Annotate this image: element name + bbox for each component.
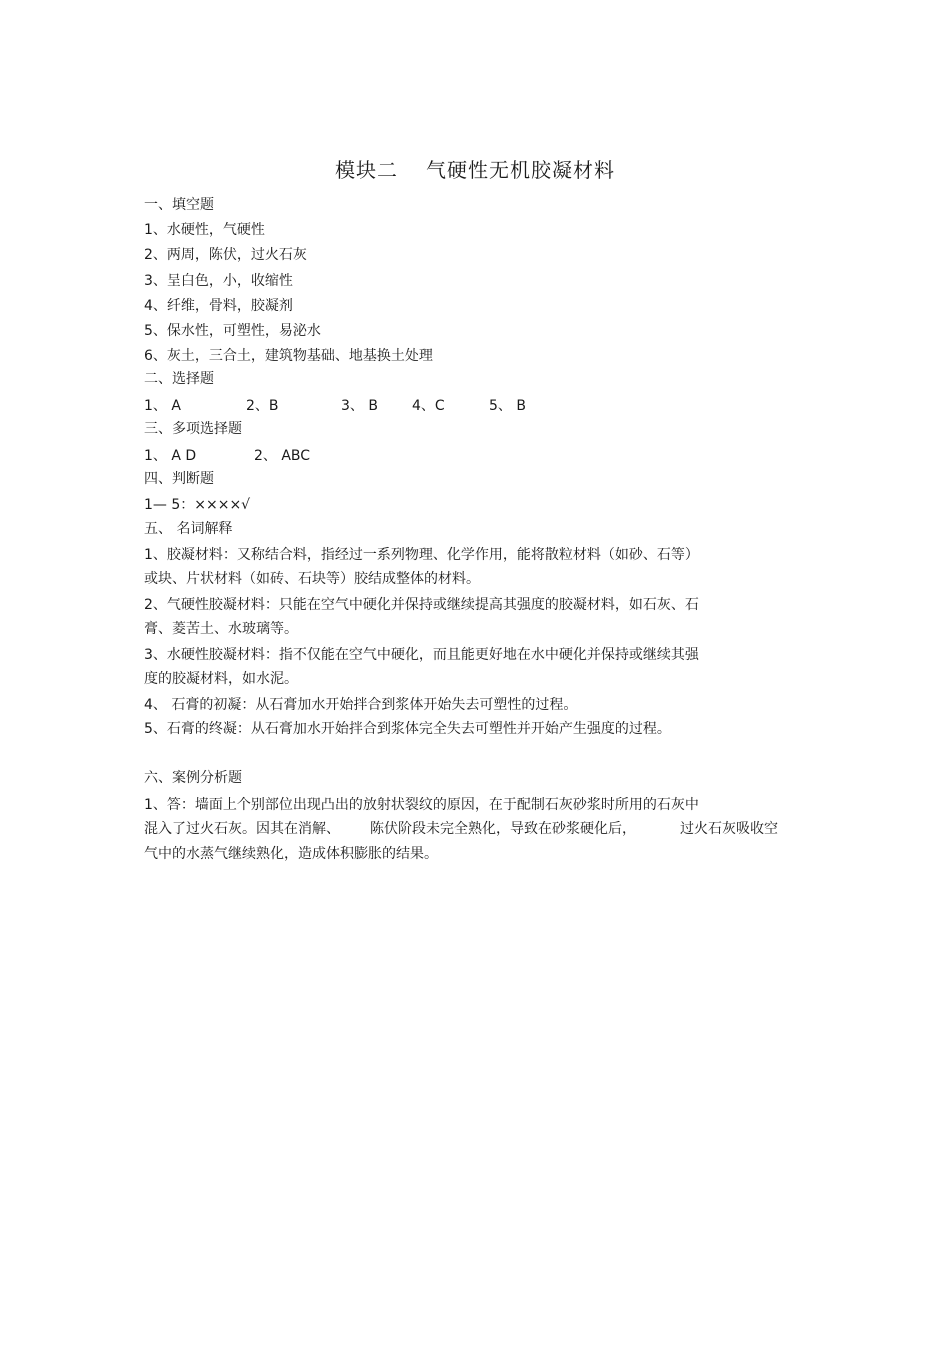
section-heading-single-choice: 二、选择题 [144,371,214,387]
case-analysis-line-3: 气中的水蒸气继续熟化，造成体积膨胀的结果。 [144,846,438,862]
case-analysis-line-2-part-2: 陈伏阶段未完全熟化，导致在砂浆硬化后， [370,821,636,837]
title-part-2: 气硬性无机胶凝材料 [426,158,615,182]
choice-answer-3: 3、 B [341,398,378,414]
true-false-answers: 1— 5：××××√ [144,497,251,513]
definition-line-4: 膏、菱苦土、水玻璃等。 [144,621,298,637]
choice-answer-2: 2、B [246,398,279,414]
case-analysis-line-2-part-1: 混入了过火石灰。因其在消解、 [144,821,340,837]
case-analysis-line-2 [144,820,778,838]
fill-blank-answer-6: 6、灰土，三合土，建筑物基础、地基换土处理 [144,348,433,364]
fill-blank-answer-1: 1、水硬性，气硬性 [144,222,265,238]
section-heading-fill-blank: 一、填空题 [144,197,214,213]
definition-line-1: 1、胶凝材料：又称结合料，指经过一系列物理、化学作用，能将散粒材料（如砂、石等） [144,547,699,563]
definition-line-7: 4、 石膏的初凝：从石膏加水开始拌合到浆体开始失去可塑性的过程。 [144,697,578,713]
case-analysis-line-2-part-3: 过火石灰吸收空 [680,821,778,837]
choice-answer-4: 4、C [412,398,445,414]
multi-choice-answers [144,447,310,465]
fill-blank-answer-5: 5、保水性，可塑性，易泌水 [144,323,321,339]
section-heading-true-false: 四、判断题 [144,471,214,487]
fill-blank-answer-3: 3、呈白色，小，收缩性 [144,273,293,289]
definition-line-3: 2、气硬性胶凝材料：只能在空气中硬化并保持或继续提高其强度的胶凝材料，如石灰、石 [144,597,699,613]
fill-blank-answer-4: 4、纤维，骨料，胶凝剂 [144,298,293,314]
section-heading-case-analysis: 六、案例分析题 [144,770,242,786]
choice-answer-1: 1、 A [144,398,181,414]
choice-answer-5: 5、 B [489,398,526,414]
fill-blank-answer-2: 2、两周，陈伏，过火石灰 [144,247,307,263]
case-analysis-line-1: 1、答：墙面上个别部位出现凸出的放射状裂纹的原因，在于配制石灰砂浆时所用的石灰中 [144,797,699,813]
definition-line-8: 5、石膏的终凝：从石膏加水开始拌合到浆体完全失去可塑性并开始产生强度的过程。 [144,721,671,737]
page-title [0,154,950,183]
multi-choice-answer-1: 1、 A D [144,448,197,464]
definition-line-5: 3、水硬性胶凝材料：指不仅能在空气中硬化，而且能更好地在水中硬化并保持或继续其强 [144,647,699,663]
multi-choice-answer-2: 2、 ABC [254,448,311,464]
single-choice-answers [144,397,526,415]
title-part-1: 模块二 [335,158,398,182]
section-heading-definitions: 五、 名词解释 [144,521,233,537]
section-heading-multi-choice: 三、多项选择题 [144,421,242,437]
definition-line-2: 或块、片状材料（如砖、石块等）胶结成整体的材料。 [144,571,480,587]
definition-line-6: 度的胶凝材料，如水泥。 [144,671,298,687]
